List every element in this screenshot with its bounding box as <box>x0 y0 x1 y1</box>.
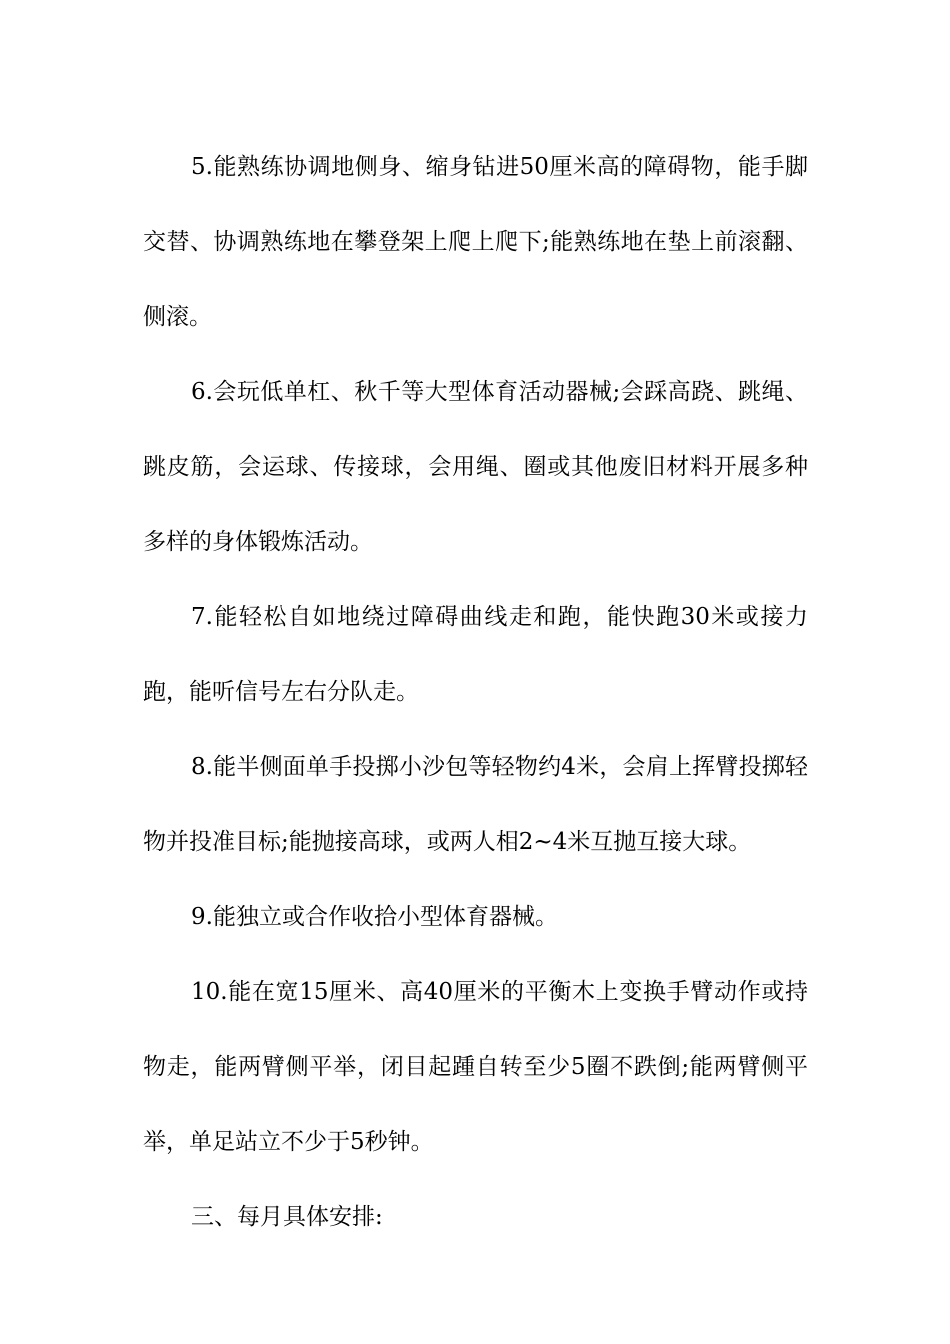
paragraph-item-7: 7.能轻松自如地绕过障碍曲线走和跑，能快跑30米或接力跑，能听信号左右分队走。 <box>143 604 808 705</box>
paragraph-item-9: 9.能独立或合作收拾小型体育器械。 <box>191 904 558 930</box>
paragraph-item-5: 5.能熟练协调地侧身、缩身钻进50厘米高的障碍物，能手脚交替、协调熟练地在攀登架上爬上爬下;能熟练地在垫上前滚翻、侧滚。 <box>143 154 808 330</box>
document-body <box>143 130 808 1255</box>
paragraph-item-10: 10.能在宽15厘米、高40厘米的平衡木上变换手臂动作或持物走，能两臂侧平举，闭目起踵自转至少5圈不跌倒;能两臂侧平举，单足站立不少于5秒钟。 <box>143 979 808 1155</box>
paragraph-item-6: 6.会玩低单杠、秋千等大型体育活动器械;会踩高跷、跳绳、跳皮筋，会运球、传接球，会用绳、圈或其他废旧材料开展多种多样的身体锻炼活动。 <box>143 379 808 555</box>
section-heading-monthly-plan: 三、每月具体安排: <box>191 1204 383 1230</box>
paragraph-item-8: 8.能半侧面单手投掷小沙包等轻物约4米，会肩上挥臂投掷轻物并投准目标;能抛接高球，或两人相2~4米互抛互接大球。 <box>143 754 808 855</box>
